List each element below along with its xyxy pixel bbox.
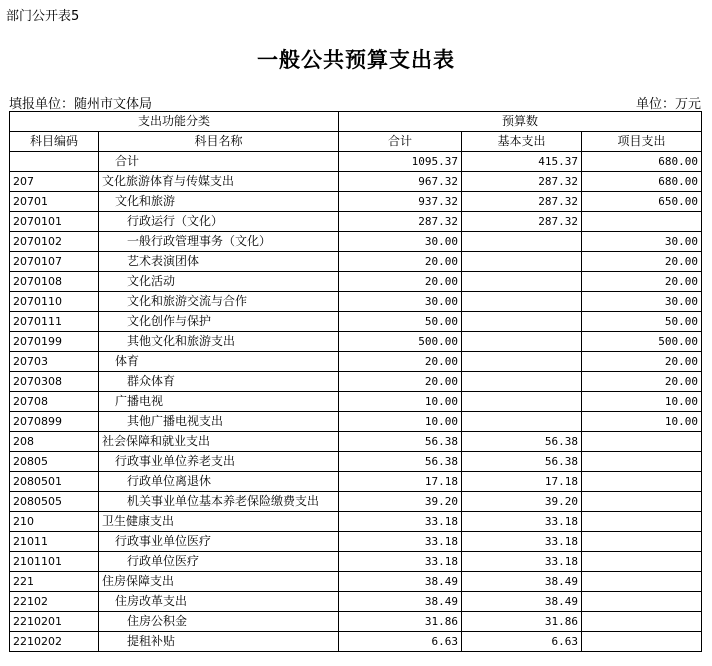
cell-name: 文化和旅游 <box>99 192 339 212</box>
cell-project: 680.00 <box>582 152 702 172</box>
table-row <box>10 632 702 652</box>
cell-basic: 56.38 <box>462 432 582 452</box>
cell-project <box>582 612 702 632</box>
cell-basic: 56.38 <box>462 452 582 472</box>
cell-basic <box>462 272 582 292</box>
cell-project <box>582 532 702 552</box>
cell-total: 6.63 <box>339 632 462 652</box>
cell-basic <box>462 352 582 372</box>
cell-name: 行政单位离退休 <box>99 472 339 492</box>
cell-basic: 17.18 <box>462 472 582 492</box>
table-row <box>10 352 702 372</box>
cell-total: 10.00 <box>339 412 462 432</box>
cell-basic <box>462 412 582 432</box>
table-row <box>10 332 702 352</box>
reporting-unit: 填报单位：随州市文体局 <box>9 97 153 112</box>
cell-project: 650.00 <box>582 192 702 212</box>
cell-total: 33.18 <box>339 532 462 552</box>
cell-total: 967.32 <box>339 172 462 192</box>
header-project: 项目支出 <box>582 132 702 152</box>
cell-name: 文化创作与保护 <box>99 312 339 332</box>
cell-code: 2070308 <box>10 372 99 392</box>
cell-total: 937.32 <box>339 192 462 212</box>
cell-name: 群众体育 <box>99 372 339 392</box>
cell-total: 56.38 <box>339 432 462 452</box>
table-row <box>10 592 702 612</box>
cell-name: 一般行政管理事务（文化） <box>99 232 339 252</box>
cell-name: 行政事业单位医疗 <box>99 532 339 552</box>
cell-total: 500.00 <box>339 332 462 352</box>
table-row <box>10 432 702 452</box>
table-row <box>10 372 702 392</box>
table-row <box>10 312 702 332</box>
cell-code: 2070108 <box>10 272 99 292</box>
cell-project: 680.00 <box>582 172 702 192</box>
cell-code: 2070199 <box>10 332 99 352</box>
cell-code: 207 <box>10 172 99 192</box>
cell-code: 2070111 <box>10 312 99 332</box>
cell-code: 2070102 <box>10 232 99 252</box>
page-title: 一般公共预算支出表 <box>257 47 455 72</box>
cell-total: 33.18 <box>339 512 462 532</box>
cell-project: 20.00 <box>582 352 702 372</box>
cell-basic: 415.37 <box>462 152 582 172</box>
header-function-class: 支出功能分类 <box>10 112 339 132</box>
cell-project: 10.00 <box>582 392 702 412</box>
cell-project: 10.00 <box>582 412 702 432</box>
header-budget: 预算数 <box>339 112 702 132</box>
document-label: 部门公开表5 <box>6 9 80 24</box>
table-row <box>10 232 702 252</box>
cell-total: 10.00 <box>339 392 462 412</box>
cell-basic <box>462 292 582 312</box>
cell-total: 20.00 <box>339 352 462 372</box>
cell-basic <box>462 332 582 352</box>
cell-total: 31.86 <box>339 612 462 632</box>
header-total: 合计 <box>339 132 462 152</box>
cell-name: 广播电视 <box>99 392 339 412</box>
cell-name: 文化和旅游交流与合作 <box>99 292 339 312</box>
cell-name: 合计 <box>99 152 339 172</box>
cell-code: 2070107 <box>10 252 99 272</box>
table-row <box>10 172 702 192</box>
table-row <box>10 472 702 492</box>
cell-total: 38.49 <box>339 592 462 612</box>
cell-name: 机关事业单位基本养老保险缴费支出 <box>99 492 339 512</box>
cell-name: 其他广播电视支出 <box>99 412 339 432</box>
cell-code: 210 <box>10 512 99 532</box>
cell-project <box>582 572 702 592</box>
table-row <box>10 612 702 632</box>
cell-project <box>582 432 702 452</box>
cell-name: 住房保障支出 <box>99 572 339 592</box>
cell-project <box>582 492 702 512</box>
table-row <box>10 252 702 272</box>
header-name: 科目名称 <box>99 132 339 152</box>
cell-code: 2070101 <box>10 212 99 232</box>
cell-name: 社会保障和就业支出 <box>99 432 339 452</box>
cell-code: 20805 <box>10 452 99 472</box>
table-row <box>10 412 702 432</box>
cell-total: 56.38 <box>339 452 462 472</box>
cell-code: 2070899 <box>10 412 99 432</box>
cell-basic: 38.49 <box>462 572 582 592</box>
cell-total: 1095.37 <box>339 152 462 172</box>
cell-code: 20703 <box>10 352 99 372</box>
cell-name: 住房公积金 <box>99 612 339 632</box>
cell-basic: 287.32 <box>462 192 582 212</box>
cell-total: 38.49 <box>339 572 462 592</box>
cell-total: 39.20 <box>339 492 462 512</box>
table-row <box>10 492 702 512</box>
cell-name: 文化活动 <box>99 272 339 292</box>
cell-name: 行政运行（文化） <box>99 212 339 232</box>
header-code: 科目编码 <box>10 132 99 152</box>
cell-basic <box>462 252 582 272</box>
cell-name: 提租补贴 <box>99 632 339 652</box>
cell-basic: 287.32 <box>462 172 582 192</box>
cell-total: 17.18 <box>339 472 462 492</box>
table-row <box>10 572 702 592</box>
cell-code: 22102 <box>10 592 99 612</box>
table-row <box>10 152 702 172</box>
cell-project <box>582 592 702 612</box>
cell-basic: 287.32 <box>462 212 582 232</box>
cell-basic: 33.18 <box>462 532 582 552</box>
cell-code: 208 <box>10 432 99 452</box>
cell-project <box>582 512 702 532</box>
cell-code: 2070110 <box>10 292 99 312</box>
cell-project <box>582 632 702 652</box>
cell-total: 20.00 <box>339 252 462 272</box>
cell-project: 30.00 <box>582 232 702 252</box>
cell-project: 50.00 <box>582 312 702 332</box>
header-basic: 基本支出 <box>462 132 582 152</box>
cell-code: 2080501 <box>10 472 99 492</box>
table-row <box>10 552 702 572</box>
cell-code <box>10 152 99 172</box>
cell-code: 20701 <box>10 192 99 212</box>
cell-basic <box>462 312 582 332</box>
cell-total: 30.00 <box>339 292 462 312</box>
unit-row <box>9 93 701 111</box>
cell-total: 20.00 <box>339 372 462 392</box>
cell-name: 文化旅游体育与传媒支出 <box>99 172 339 192</box>
cell-total: 33.18 <box>339 552 462 572</box>
cell-project: 20.00 <box>582 372 702 392</box>
cell-name: 艺术表演团体 <box>99 252 339 272</box>
table-row <box>10 392 702 412</box>
cell-project <box>582 472 702 492</box>
cell-project <box>582 212 702 232</box>
cell-project <box>582 552 702 572</box>
cell-code: 2210201 <box>10 612 99 632</box>
cell-name: 卫生健康支出 <box>99 512 339 532</box>
cell-name: 住房改革支出 <box>99 592 339 612</box>
cell-basic <box>462 372 582 392</box>
cell-code: 2210202 <box>10 632 99 652</box>
cell-name: 行政事业单位养老支出 <box>99 452 339 472</box>
cell-total: 20.00 <box>339 272 462 292</box>
cell-total: 30.00 <box>339 232 462 252</box>
cell-name: 体育 <box>99 352 339 372</box>
cell-basic <box>462 232 582 252</box>
cell-basic: 38.49 <box>462 592 582 612</box>
cell-name: 其他文化和旅游支出 <box>99 332 339 352</box>
cell-project: 500.00 <box>582 332 702 352</box>
cell-code: 2101101 <box>10 552 99 572</box>
cell-project: 30.00 <box>582 292 702 312</box>
table-row <box>10 192 702 212</box>
cell-basic: 6.63 <box>462 632 582 652</box>
cell-total: 287.32 <box>339 212 462 232</box>
cell-name: 行政单位医疗 <box>99 552 339 572</box>
cell-code: 2080505 <box>10 492 99 512</box>
cell-code: 21011 <box>10 532 99 552</box>
table-row <box>10 272 702 292</box>
cell-basic: 33.18 <box>462 552 582 572</box>
cell-basic: 31.86 <box>462 612 582 632</box>
cell-basic: 39.20 <box>462 492 582 512</box>
cell-project: 20.00 <box>582 252 702 272</box>
cell-total: 50.00 <box>339 312 462 332</box>
table-row <box>10 532 702 552</box>
cell-basic <box>462 392 582 412</box>
table-row <box>10 212 702 232</box>
header-row-columns <box>10 132 702 152</box>
table-row <box>10 512 702 532</box>
cell-code: 20708 <box>10 392 99 412</box>
currency-unit: 单位：万元 <box>635 97 701 112</box>
budget-table <box>9 111 702 652</box>
cell-code: 221 <box>10 572 99 592</box>
cell-project: 20.00 <box>582 272 702 292</box>
cell-basic: 33.18 <box>462 512 582 532</box>
table-row <box>10 452 702 472</box>
table-row <box>10 292 702 312</box>
header-row-group <box>10 112 702 132</box>
cell-project <box>582 452 702 472</box>
